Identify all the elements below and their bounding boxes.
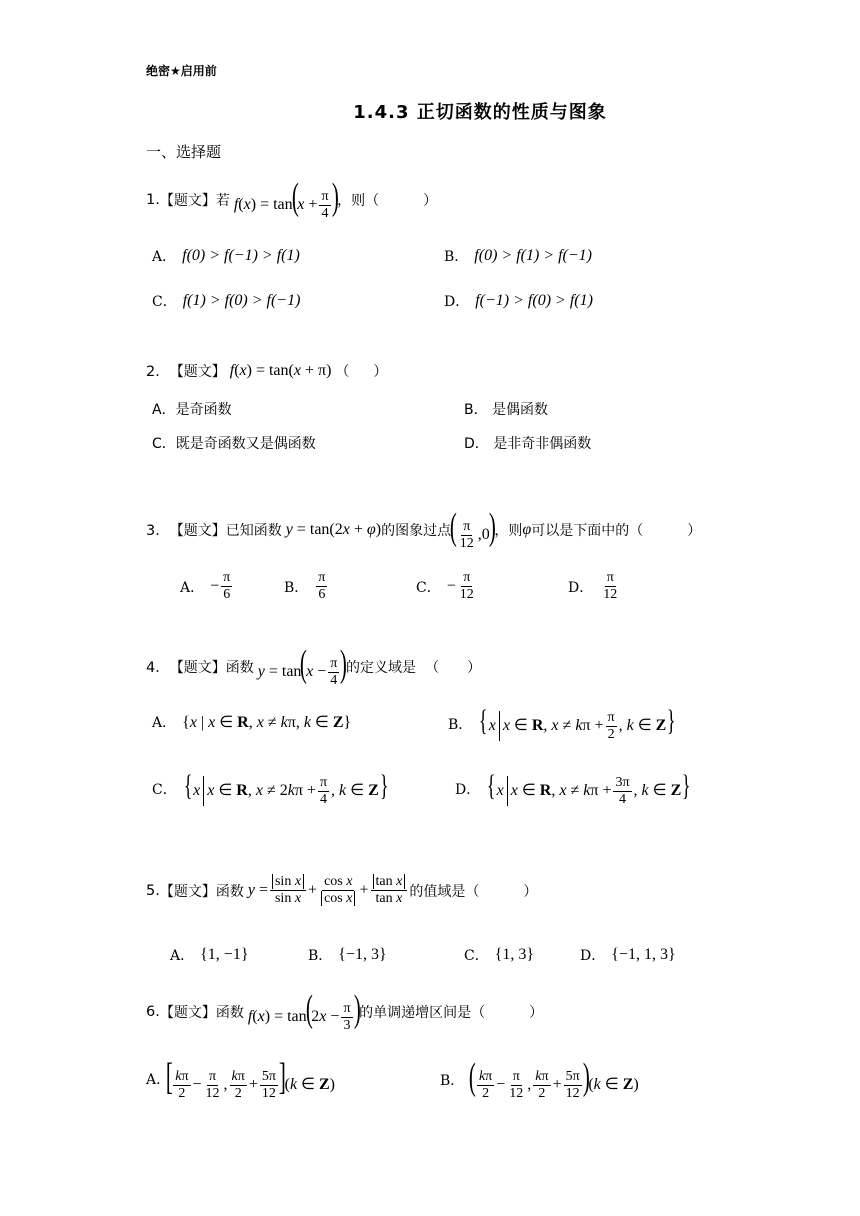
q1-option-d[interactable]: D． f(−1) > f(0) > f(1) bbox=[444, 292, 593, 310]
question-tag: 【题文】 bbox=[169, 363, 226, 380]
q5-option-c[interactable]: C． {1, 3} bbox=[464, 946, 535, 964]
question-2: 2． 【题文】 f(x) = tan(x + π) （ ） bbox=[146, 361, 388, 380]
q3-point: ( $\frac{\pi}{12}$ ,0) bbox=[449, 506, 496, 551]
q2-option-d[interactable]: D． 是非奇非偶函数 bbox=[464, 436, 592, 452]
q6-formula: f(x) = tan(2x − $\frac{\pi}{3}$ ) bbox=[247, 988, 361, 1033]
q3-option-c[interactable]: C． − $\frac{\pi}{12}$ bbox=[416, 570, 474, 603]
q4-option-c[interactable]: C． {x x ∈ R, x ≠ 2kπ + $\frac{\pi}{4}$ , k ∈ Z} bbox=[152, 769, 389, 807]
question-1: 1. 【题文】 若 f(x) = tan(x + $\frac{\pi}{4}$ ) ，则（ ） bbox=[146, 176, 438, 221]
question-tag: 【题文】 bbox=[169, 659, 226, 676]
q3-formula: y = tan(2x + φ) bbox=[285, 520, 382, 538]
q2-option-b[interactable]: B． 是偶函数 bbox=[464, 402, 549, 418]
q3-option-a[interactable]: A． − $\frac{\pi}{6}$ bbox=[180, 570, 231, 603]
q5-option-b[interactable]: B． {−1, 3} bbox=[308, 946, 387, 964]
question-tag: 【题文】 bbox=[169, 522, 226, 539]
question-tag: 【题文】 bbox=[159, 1004, 216, 1021]
question-4: 4． 【题文】 函数 y = tan(x − $\frac{\pi}{4}$ ) 的定义域是 （ ） bbox=[146, 643, 482, 688]
q1-option-a[interactable]: A． f(0) > f(−1) > f(1) bbox=[152, 247, 300, 265]
confidential-label: 绝密★启用前 bbox=[146, 64, 217, 78]
question-3: 3． 【题文】 已知函数 y = tan(2x + φ) 的图象过点 ( $\frac{\pi}{12}$ ,0) ，则 φ 可以是下面中的（ ） bbox=[146, 506, 702, 551]
q4-option-d[interactable]: D． {x x ∈ R, x ≠ kπ + $\frac{3\pi}{4}$ , k ∈ Z} bbox=[455, 769, 691, 807]
q3-option-d[interactable]: D． $\frac{\pi}{12}$ bbox=[568, 570, 618, 603]
question-5: 5. 【题文】 函数 y = $\frac{\text{sin x}}{\text{sin x}}$ + $\frac{\text{cos x}}{\text{cos x}}$ + $\frac{\text{tan x}}{\text{tan x}}$ 的值域是（ ） bbox=[146, 874, 538, 907]
question-tag: 【题文】 bbox=[159, 192, 216, 209]
question-tag: 【题文】 bbox=[159, 883, 216, 900]
q3-option-b[interactable]: B． $\frac{\pi}{6}$ bbox=[284, 570, 326, 603]
q6-option-b[interactable]: B． ( $\frac{k\pi}{2}$ − $\frac{\pi}{12}$ , $\frac{k\pi}{2}$ + $\frac{5\pi}{12}$ )(k ∈ Z) bbox=[440, 1056, 639, 1101]
q1-formula: f(x) = tan(x + $\frac{\pi}{4}$ ) bbox=[233, 176, 339, 221]
q4-formula: y = tan(x − $\frac{\pi}{4}$ ) bbox=[257, 643, 348, 688]
q4-option-a[interactable]: A． {x | x ∈ R, x ≠ kπ, k ∈ Z} bbox=[152, 714, 352, 731]
question-6: 6. 【题文】 函数 f(x) = tan(2x − $\frac{\pi}{3}$ ) 的单调递增区间是（ ） bbox=[146, 988, 544, 1033]
q2-option-c[interactable]: C．既是奇函数又是偶函数 bbox=[152, 436, 316, 452]
q5-option-a[interactable]: A． {1, −1} bbox=[170, 946, 249, 964]
q4-option-b[interactable]: B． {x x ∈ R, x ≠ kπ + $\frac{\pi}{2}$ , k ∈ Z} bbox=[448, 704, 676, 742]
q6-option-a[interactable]: A. [ $\frac{k\pi}{2}$ − $\frac{\pi}{12}$ , $\frac{k\pi}{2}$ + $\frac{5\pi}{12}$ ](k ∈ Z) bbox=[146, 1056, 335, 1101]
section-heading: 一、选择题 bbox=[146, 143, 222, 161]
q5-option-d[interactable]: D． {−1, 1, 3} bbox=[580, 946, 676, 964]
q1-option-b[interactable]: B． f(0) > f(1) > f(−1) bbox=[444, 247, 592, 265]
q5-formula: y = $\frac{\text{sin x}}{\text{sin x}}$ + $\frac{\text{cos x}}{\text{cos x}}$ + $\frac{\text{tan x}}{\text{tan x}}$ bbox=[244, 874, 409, 907]
q2-option-a[interactable]: A．是奇函数 bbox=[152, 402, 232, 418]
q2-formula: f(x) = tan(x + π) bbox=[229, 361, 336, 379]
page-title: 1.4.3 正切函数的性质与图象 bbox=[353, 102, 607, 123]
q1-option-c[interactable]: C． f(1) > f(0) > f(−1) bbox=[152, 292, 301, 310]
